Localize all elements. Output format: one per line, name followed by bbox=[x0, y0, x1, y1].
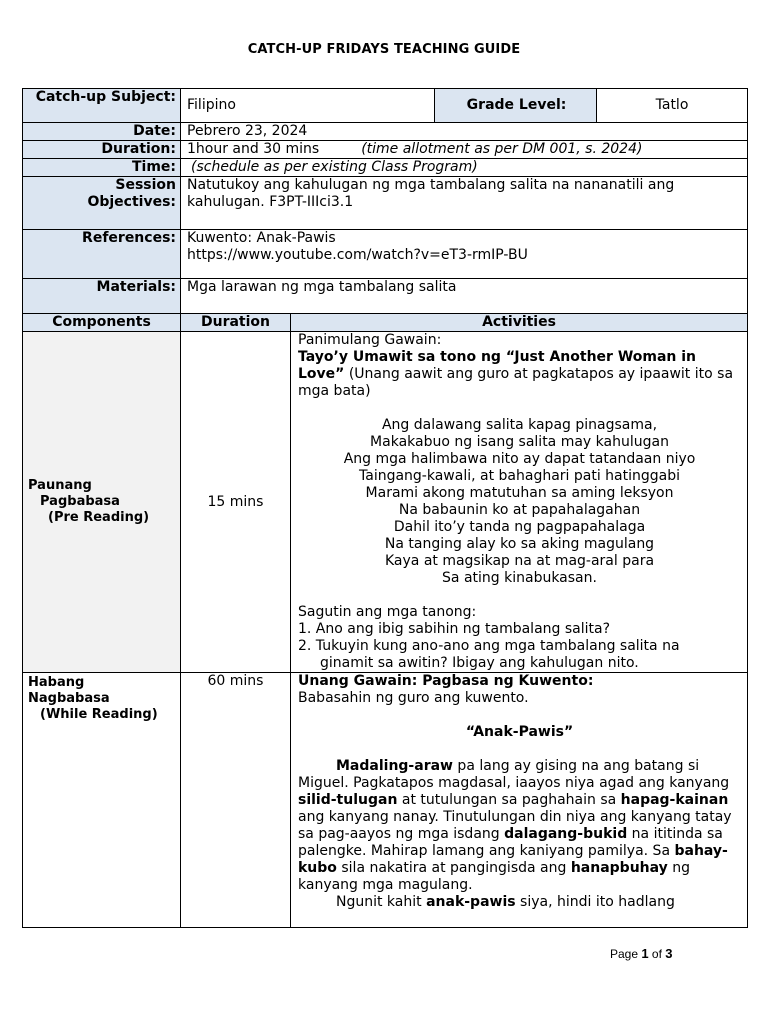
subject-value: Filipino bbox=[181, 89, 435, 123]
date-value: Pebrero 23, 2024 bbox=[181, 123, 748, 141]
subject-label: Catch-up Subject: bbox=[23, 89, 181, 123]
references-story: Kuwento: Anak-Pawis bbox=[187, 230, 336, 246]
lyric-line: Makakabuo ng isang salita may kahulugan bbox=[370, 434, 669, 450]
question-2-line2: ginamit sa awitin? Ibigay ang kahulugan nito. bbox=[320, 655, 639, 671]
pre-reading-activities bbox=[291, 332, 748, 673]
pre-reading-row bbox=[23, 332, 748, 673]
activities-header: Activities bbox=[291, 314, 748, 332]
objectives-label-line1: Session bbox=[115, 177, 176, 193]
lyric-line: Sa ating kinabukasan. bbox=[442, 570, 597, 586]
pre-reading-name-2: Pagbabasa bbox=[40, 494, 120, 509]
compound-word: silid-tulugan bbox=[298, 792, 398, 808]
compound-word: Madaling-araw bbox=[336, 758, 453, 774]
story-text: ang kanyang nanay. Tinutulungan din niya ang kanyang tatay sa pag-aayos ng mga isdang bbox=[298, 809, 732, 842]
compound-word: anak-pawis bbox=[426, 894, 516, 910]
duration-label: Duration: bbox=[23, 141, 181, 159]
duration-value bbox=[181, 141, 748, 159]
compound-word: bahay-kubo bbox=[298, 843, 728, 876]
story-text: siya, hindi ito hadlang bbox=[515, 894, 675, 910]
song-lyrics bbox=[298, 417, 741, 587]
of-word: of bbox=[648, 947, 666, 961]
time-row bbox=[23, 159, 748, 177]
duration-row bbox=[23, 141, 748, 159]
lyric-line: Ang mga halimbawa nito ay dapat tatandaan niyo bbox=[343, 451, 696, 467]
teaching-guide-table bbox=[22, 88, 748, 928]
story-title: “Anak-Pawis” bbox=[465, 724, 574, 740]
story-paragraph-1 bbox=[298, 758, 741, 894]
while-reading-name-1: Habang bbox=[28, 675, 85, 690]
lyric-line: Dahil ito’y tanda ng pagpapahalaga bbox=[393, 519, 646, 535]
grade-level-label: Grade Level: bbox=[435, 89, 597, 123]
document-title: CATCH-UP FRIDAYS TEACHING GUIDE bbox=[247, 42, 521, 57]
date-row bbox=[23, 123, 748, 141]
song-instructions bbox=[298, 349, 741, 400]
lyric-line: Na tanging alay ko sa aking magulang bbox=[384, 536, 655, 552]
duration-note: (time allotment as per DM 001, s. 2024) bbox=[361, 141, 643, 157]
pre-reading-component bbox=[23, 332, 181, 673]
activity-note: Babasahin ng guro ang kuwento. bbox=[298, 690, 529, 706]
page-word: Page bbox=[610, 947, 642, 961]
header-row bbox=[23, 314, 748, 332]
while-reading-name-3: (While Reading) bbox=[40, 707, 158, 722]
duration-text: 1hour and 30 mins bbox=[187, 141, 320, 157]
objectives-value: Natutukoy ang kahulugan ng mga tambalang salita na nananatili ang kahulugan. F3PT-IIIci3.1 bbox=[181, 177, 748, 230]
question-2 bbox=[298, 638, 741, 672]
story-text: Ngunit kahit bbox=[336, 894, 427, 910]
references-value bbox=[181, 230, 748, 279]
grade-level-value: Tatlo bbox=[597, 89, 748, 123]
references-row bbox=[23, 230, 748, 279]
story-text: pa lang ay gising na ang batang si Miguel. Pagkatapos magdasal, iaayos niya agad ang kanyang bbox=[298, 758, 730, 791]
lyric-line: Na babaunin ko at papahalagahan bbox=[398, 502, 641, 518]
page-number: 1 bbox=[641, 946, 649, 961]
while-reading-activities bbox=[291, 673, 748, 928]
song-title: Tayo’y Umawit sa tono ng “Just Another Woman in Love” bbox=[298, 349, 697, 382]
objectives-label bbox=[23, 177, 181, 230]
pre-reading-intro: Panimulang Gawain: bbox=[298, 332, 442, 348]
duration-header: Duration bbox=[181, 314, 291, 332]
time-label: Time: bbox=[23, 159, 181, 177]
materials-row bbox=[23, 279, 748, 314]
story-text: na ititinda sa palengke. Mahirap lamang ang kaniyang pamilya. Sa bbox=[298, 826, 723, 859]
story-text: at tutulungan sa paghahain sa bbox=[397, 792, 621, 808]
while-reading-component bbox=[23, 673, 181, 928]
page-total: 3 bbox=[665, 946, 673, 961]
pre-reading-name-3: (Pre Reading) bbox=[48, 510, 150, 525]
date-label: Date: bbox=[23, 123, 181, 141]
question-1: 1. Ano ang ibig sabihin ng tambalang salita? bbox=[298, 621, 611, 637]
pre-reading-duration: 15 mins bbox=[181, 332, 291, 673]
while-reading-name-2: Nagbabasa bbox=[28, 691, 110, 706]
song-note: (Unang aawit ang guro at pagkatapos ay ipaawit ito sa mga bata) bbox=[298, 366, 734, 399]
materials-value: Mga larawan ng mga tambalang salita bbox=[181, 279, 748, 314]
question-2-line1: 2. Tukuyin kung ano-ano ang mga tambalang salita na bbox=[298, 638, 680, 654]
lyric-line: Taingang-kawali, at bahaghari pati hatinggabi bbox=[359, 468, 681, 484]
story-text: sila nakatira at pangingisda ang bbox=[336, 860, 571, 876]
activity-title: Unang Gawain: Pagbasa ng Kuwento: bbox=[298, 673, 594, 689]
lyric-line: Kaya at magsikap na at mag-aral para bbox=[384, 553, 655, 569]
components-header: Components bbox=[23, 314, 181, 332]
subject-row bbox=[23, 89, 748, 123]
while-reading-row bbox=[23, 673, 748, 928]
objectives-label-line2: Objectives: bbox=[87, 194, 176, 210]
references-link: https://www.youtube.com/watch?v=eT3-rmIP-BU bbox=[187, 247, 528, 263]
lyric-line: Marami akong matutuhan sa aming leksyon bbox=[365, 485, 674, 501]
story-text: ng kanyang mga magulang. bbox=[298, 860, 690, 893]
lyric-line: Ang dalawang salita kapag pinagsama, bbox=[381, 417, 658, 433]
while-reading-duration: 60 mins bbox=[181, 673, 291, 928]
time-value: (schedule as per existing Class Program) bbox=[181, 159, 748, 177]
compound-word: hanapbuhay bbox=[570, 860, 668, 876]
materials-label: Materials: bbox=[23, 279, 181, 314]
pre-reading-name-1: Paunang bbox=[28, 478, 92, 493]
compound-word: hapag-kainan bbox=[620, 792, 729, 808]
story-paragraph-2 bbox=[298, 894, 741, 911]
questions-intro: Sagutin ang mga tanong: bbox=[298, 604, 477, 620]
page-footer bbox=[610, 946, 673, 961]
references-label: References: bbox=[23, 230, 181, 279]
compound-word: dalagang-bukid bbox=[504, 826, 628, 842]
objectives-row bbox=[23, 177, 748, 230]
